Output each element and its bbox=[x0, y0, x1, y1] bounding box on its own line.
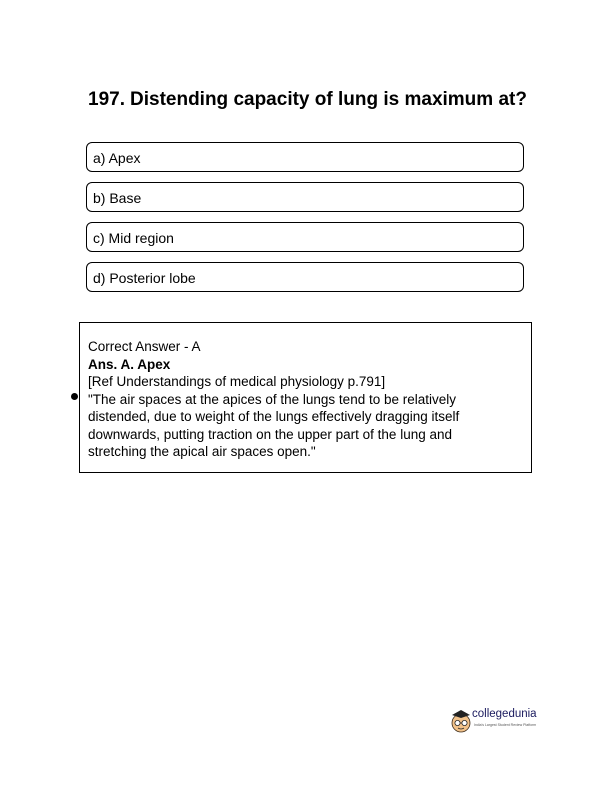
reference: [Ref Understandings of medical physiology p.791] bbox=[88, 374, 386, 389]
question-number: 197. bbox=[88, 89, 125, 110]
option-d[interactable]: d) Posterior lobe bbox=[86, 262, 524, 292]
explanation-line: "The air spaces at the apices of the lungs tend to be relatively bbox=[88, 391, 457, 407]
question-text: Distending capacity of lung is maximum at? bbox=[130, 89, 527, 110]
option-c[interactable]: c) Mid region bbox=[86, 222, 524, 252]
explanation-line: downwards, putting traction on the upper part of the lung and bbox=[88, 426, 452, 442]
logo-name: collegedunia bbox=[472, 708, 537, 720]
answer-content bbox=[88, 338, 528, 461]
explanation-line: stretching the apical air spaces open." bbox=[88, 444, 316, 459]
answer-heading: Ans. A. Apex bbox=[88, 356, 171, 372]
logo-tagline: India's Largest Student Review Platform bbox=[474, 723, 537, 727]
explanation-line: distended, due to weight of the lungs effectively dragging itself bbox=[88, 409, 460, 424]
bullet-dot bbox=[71, 393, 78, 400]
correct-answer: Correct Answer - A bbox=[88, 339, 201, 354]
bullet-bar bbox=[79, 390, 80, 473]
option-b[interactable]: b) Base bbox=[86, 182, 524, 212]
option-a[interactable]: a) Apex bbox=[86, 142, 524, 172]
